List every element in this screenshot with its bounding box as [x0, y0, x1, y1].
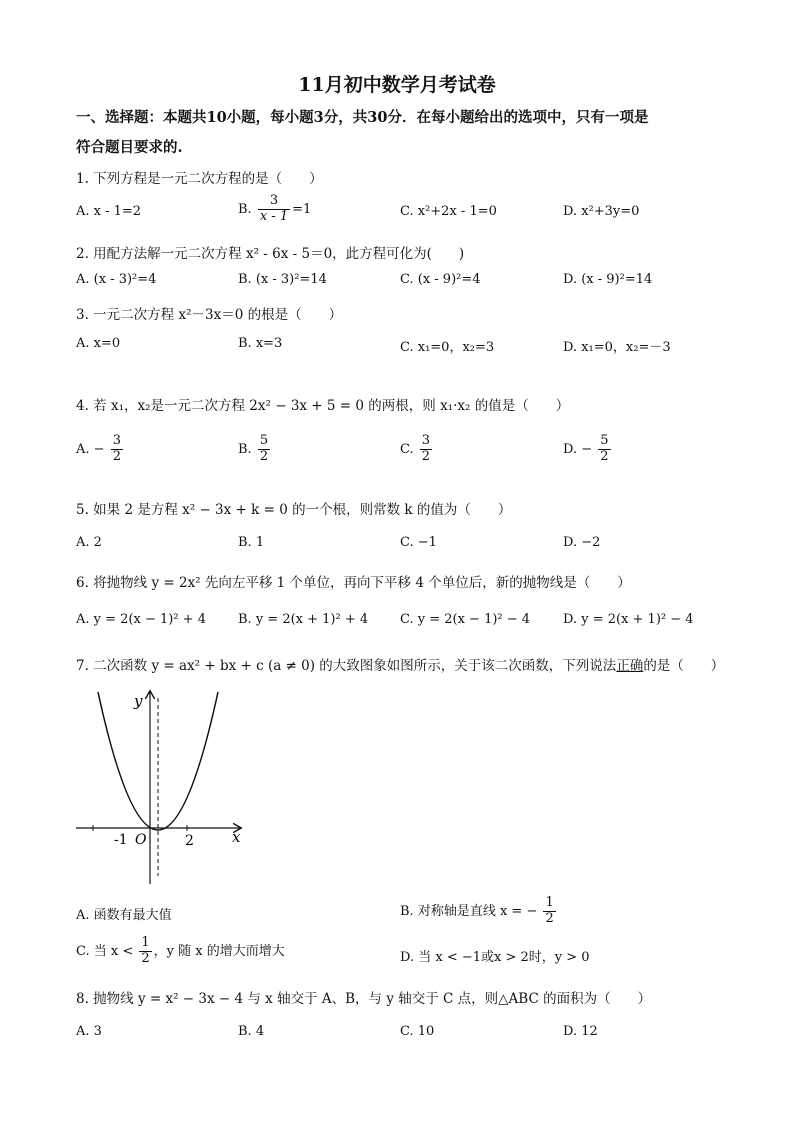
page-title: 11月初中数学月考试卷	[298, 74, 496, 96]
q4-a-fraction	[111, 434, 123, 465]
q4-a-num: 3	[112, 433, 121, 448]
q6-option-b: B. y = 2(x + 1)² + 4	[238, 612, 369, 627]
q1-option-b-fraction	[258, 194, 290, 225]
q4-c-fraction	[420, 434, 432, 465]
q7-option-a: A. 函数有最大值	[76, 908, 172, 923]
q4-b-num: 5	[259, 433, 269, 448]
q1-b-numerator: 3	[269, 193, 279, 208]
q1-b-denominator: x - 1	[259, 208, 289, 224]
q5-option-c: C. −1	[400, 535, 437, 550]
question-2-stem: 2. 用配方法解一元二次方程 x² - 6x - 5＝0，此方程可化为( )	[76, 246, 465, 262]
q4-option-b-label: B.	[238, 441, 252, 457]
q4-d-den: 2	[600, 448, 609, 464]
tick-label-2: 2	[185, 833, 194, 849]
q1-option-a: A. x - 1=2	[76, 204, 142, 219]
q2-option-d: D. (x - 9)²=14	[563, 272, 653, 287]
q7-option-c-label: C. 当 x <	[76, 943, 134, 959]
q5-option-a: A. 2	[76, 535, 102, 550]
q5-option-d: D. −2	[563, 535, 601, 550]
q4-option-a	[76, 434, 125, 465]
q4-b-den: 2	[259, 448, 269, 464]
q4-b-fraction	[258, 434, 270, 465]
question-4-stem: 4. 若 x₁，x₂是一元二次方程 2x² − 3x + 5 = 0 的两根，则 x₁·x₂ 的值是（ ）	[76, 398, 570, 414]
q4-option-d-label: D.	[563, 441, 578, 457]
q6-option-a: A. y = 2(x − 1)² + 4	[76, 612, 206, 627]
q3-option-a: A. x=0	[76, 336, 121, 351]
q7-stem-tail: 的是（ ）	[643, 658, 725, 674]
q1-option-b-label: B.	[238, 201, 252, 217]
q7-c-fraction	[139, 936, 151, 967]
tick-label-neg-1: -1	[114, 832, 128, 848]
q7-option-d: D. 当 x < −1或x > 2时，y > 0	[400, 950, 590, 965]
q5-option-b: B. 1	[238, 535, 265, 550]
q2-option-a: A. (x - 3)²=4	[76, 272, 157, 287]
q4-option-a-label: A.	[76, 441, 90, 457]
question-6-stem: 6. 将抛物线 y = 2x² 先向左平移 1 个单位，再向下平移 4 个单位后，新的抛物线是（ ）	[76, 575, 631, 591]
q4-option-c	[400, 434, 434, 465]
question-3-stem: 3. 一元二次方程 x²－3x＝0 的根是（ ）	[76, 307, 343, 323]
x-axis-label: x	[232, 828, 241, 846]
q7-c-num: 1	[141, 935, 150, 950]
q7-option-c	[76, 936, 285, 967]
q8-option-a: A. 3	[76, 1024, 102, 1039]
q7-parabola-graph	[72, 688, 252, 888]
q4-a-den: 2	[112, 448, 121, 464]
q6-option-d: D. y = 2(x + 1)² − 4	[563, 612, 694, 627]
q8-option-b: B. 4	[238, 1024, 265, 1039]
q7-b-fraction	[543, 896, 555, 927]
q7-option-b-label: B. 对称轴是直线 x = −	[400, 903, 538, 919]
q6-option-c: C. y = 2(x − 1)² − 4	[400, 612, 531, 627]
question-5-stem: 5. 如果 2 是方程 x² − 3x + k = 0 的一个根，则常数 k 的值为（ ）	[76, 502, 512, 518]
q1-option-c: C. x²+2x - 1=0	[400, 204, 497, 219]
q4-option-d	[563, 434, 613, 465]
y-axis-label: y	[134, 692, 143, 710]
q2-option-b: B. (x - 3)²=14	[238, 272, 327, 287]
q4-option-c-label: C.	[400, 441, 414, 457]
q7-b-num: 1	[545, 895, 554, 910]
q4-d-sign: −	[581, 441, 593, 457]
q4-option-b	[238, 434, 272, 465]
q4-d-num: 5	[600, 433, 609, 448]
q1-b-rest: =1	[292, 201, 312, 217]
question-7-stem	[76, 654, 724, 674]
section-heading-line1: 一、选择题：本题共10小题，每小题3分，共30分．在每小题给出的选项中，只有一项是	[76, 109, 649, 126]
q7-c-rest: ，y 随 x 的增大而增大	[153, 943, 285, 959]
q7-stem-emphasis: 正确	[616, 658, 644, 674]
q3-option-c: C. x₁=0，x₂=3	[400, 340, 495, 355]
section-heading-line2: 符合题目要求的.	[76, 139, 183, 156]
question-1-stem: 1. 下列方程是一元二次方程的是（ ）	[76, 171, 323, 187]
q1-option-d: D. x²+3y=0	[563, 204, 640, 219]
origin-label: O	[135, 832, 147, 848]
q2-option-c: C. (x - 9)²=4	[400, 272, 481, 287]
q4-d-fraction	[598, 434, 610, 465]
q8-option-d: D. 12	[563, 1024, 598, 1039]
q8-option-c: C. 10	[400, 1024, 435, 1039]
q4-a-sign: −	[93, 441, 105, 457]
q7-stem-main: 7. 二次函数 y = ax² + bx + c (a ≠ 0) 的大致图象如图所示，关于该二次函数，下列说法	[76, 658, 617, 674]
q3-option-b: B. x=3	[238, 336, 283, 351]
q7-b-den: 2	[545, 910, 554, 926]
question-8-stem: 8. 抛物线 y = x² − 3x − 4 与 x 轴交于 A、B，与 y 轴交于 C 点，则△ABC 的面积为（ ）	[76, 991, 652, 1007]
q4-c-den: 2	[421, 448, 431, 464]
q4-c-num: 3	[421, 433, 431, 448]
q1-option-b	[238, 194, 311, 225]
q7-option-b	[400, 896, 558, 927]
q7-c-den: 2	[141, 950, 150, 966]
q3-option-d: D. x₁=0，x₂=－3	[563, 340, 671, 355]
